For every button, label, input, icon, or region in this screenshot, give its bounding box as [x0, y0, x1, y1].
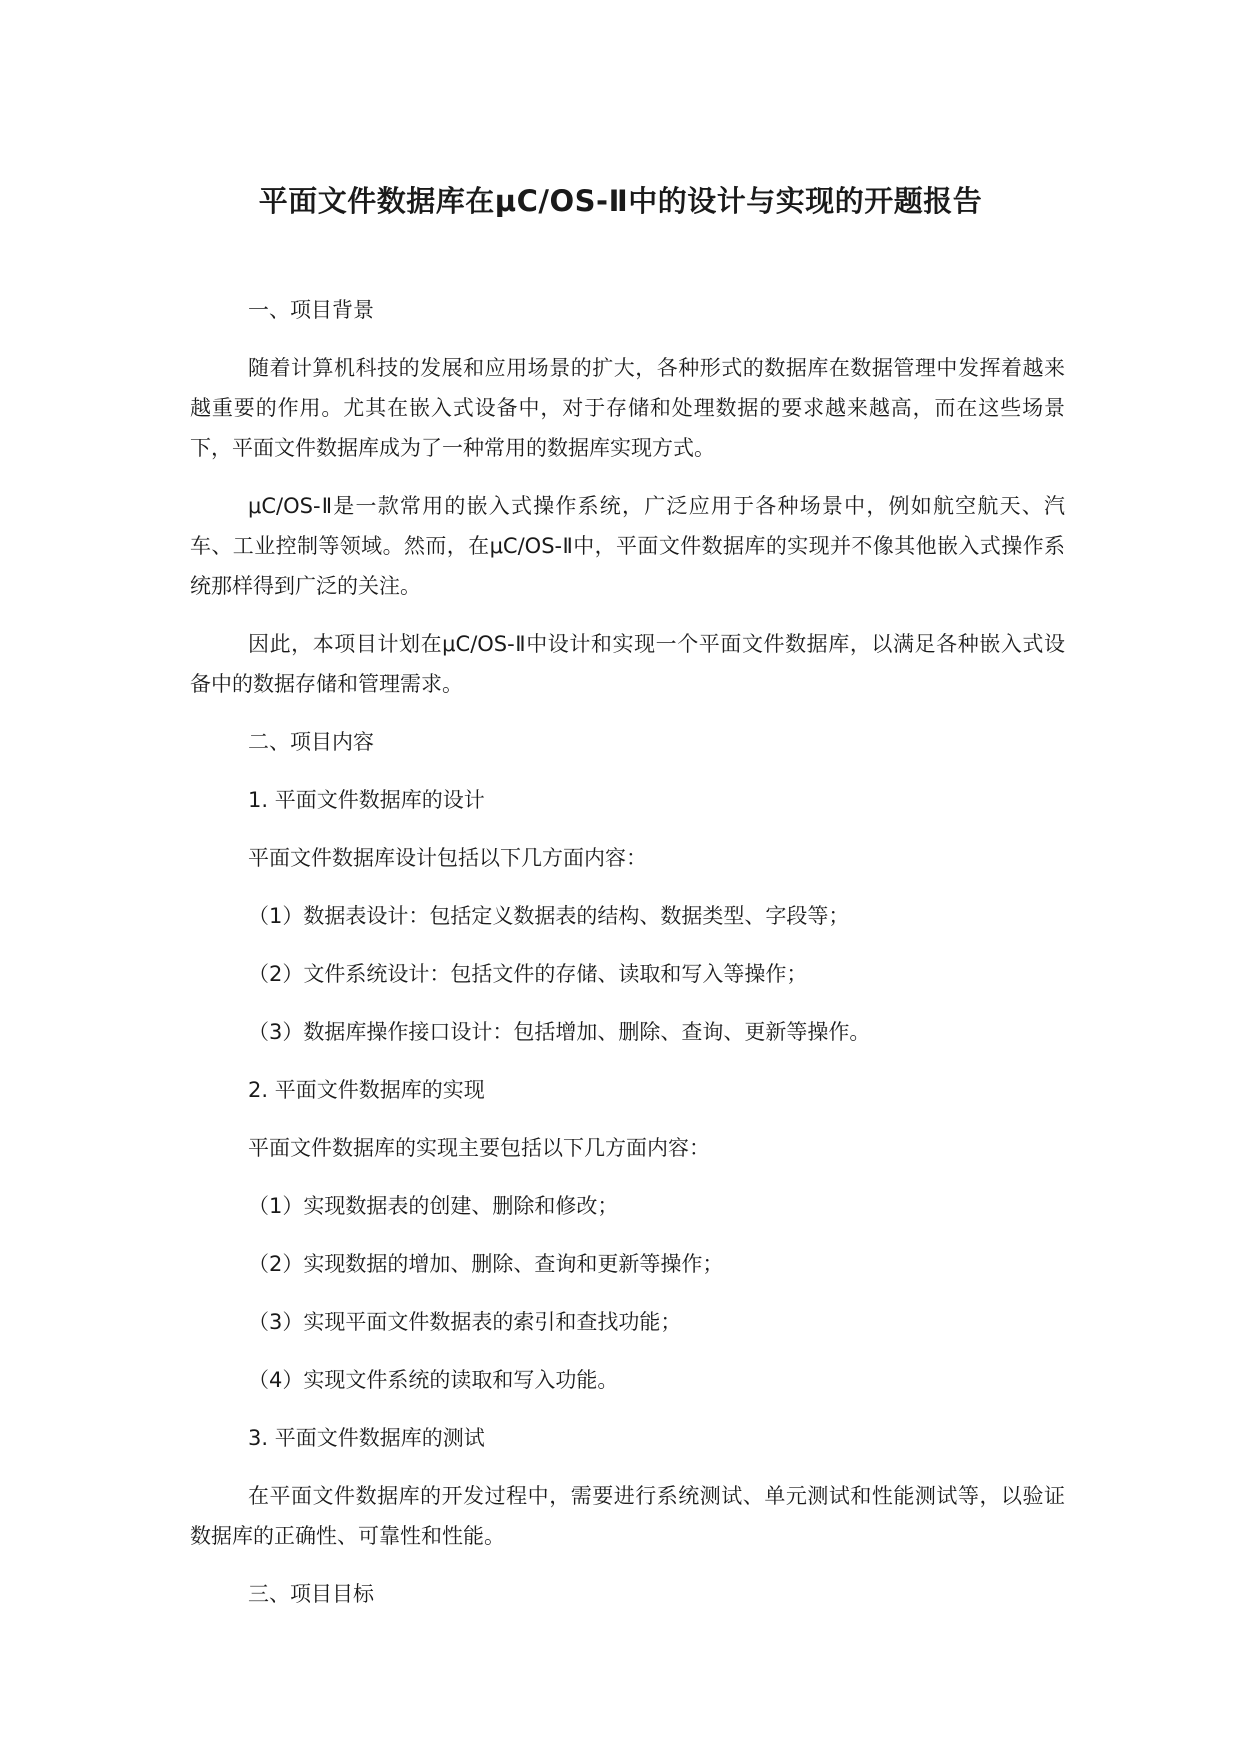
paragraph: 随着计算机科技的发展和应用场景的扩大，各种形式的数据库在数据管理中发挥着越来越重要的作用。尤其在嵌入式设备中，对于存储和处理数据的要求越来越高，而在这些场景下，平面文件数据库成为了一种常用的数据库实现方式。: [190, 356, 1065, 460]
paragraph: 平面文件数据库的实现主要包括以下几方面内容：: [248, 1136, 710, 1160]
paragraph: μC/OS-Ⅱ是一款常用的嵌入式操作系统，广泛应用于各种场景中，例如航空航天、汽车、工业控制等领域。然而，在μC/OS-Ⅱ中，平面文件数据库的实现并不像其他嵌入式操作系统那样得到广泛的关注。: [190, 494, 1065, 598]
list-item: （1）实现数据表的创建、删除和修改；: [248, 1194, 619, 1218]
subsection-heading-design: 1. 平面文件数据库的设计: [248, 788, 485, 812]
document-title: 平面文件数据库在μC/OS-Ⅱ中的设计与实现的开题报告: [258, 184, 983, 218]
list-item: （1）数据表设计：包括定义数据表的结构、数据类型、字段等；: [248, 904, 850, 928]
paragraph: 平面文件数据库设计包括以下几方面内容：: [248, 846, 647, 870]
list-item: （4）实现文件系统的读取和写入功能。: [248, 1368, 619, 1392]
paragraph: 因此，本项目计划在μC/OS-Ⅱ中设计和实现一个平面文件数据库，以满足各种嵌入式设备中的数据存储和管理需求。: [190, 632, 1065, 696]
subsection-heading-implementation: 2. 平面文件数据库的实现: [248, 1078, 485, 1102]
section-heading-goals: 三、项目目标: [248, 1582, 374, 1606]
section-heading-background: 一、项目背景: [248, 298, 374, 322]
list-item: （2）实现数据的增加、删除、查询和更新等操作；: [248, 1252, 724, 1276]
section-heading-content: 二、项目内容: [248, 730, 374, 754]
list-item: （3）实现平面文件数据表的索引和查找功能；: [248, 1310, 682, 1334]
list-item: （2）文件系统设计：包括文件的存储、读取和写入等操作；: [248, 962, 808, 986]
list-item: （3）数据库操作接口设计：包括增加、删除、查询、更新等操作。: [248, 1020, 871, 1044]
paragraph: 在平面文件数据库的开发过程中，需要进行系统测试、单元测试和性能测试等，以验证数据库的正确性、可靠性和性能。: [190, 1484, 1065, 1548]
document-body: [190, 290, 1065, 1632]
subsection-heading-testing: 3. 平面文件数据库的测试: [248, 1426, 485, 1450]
